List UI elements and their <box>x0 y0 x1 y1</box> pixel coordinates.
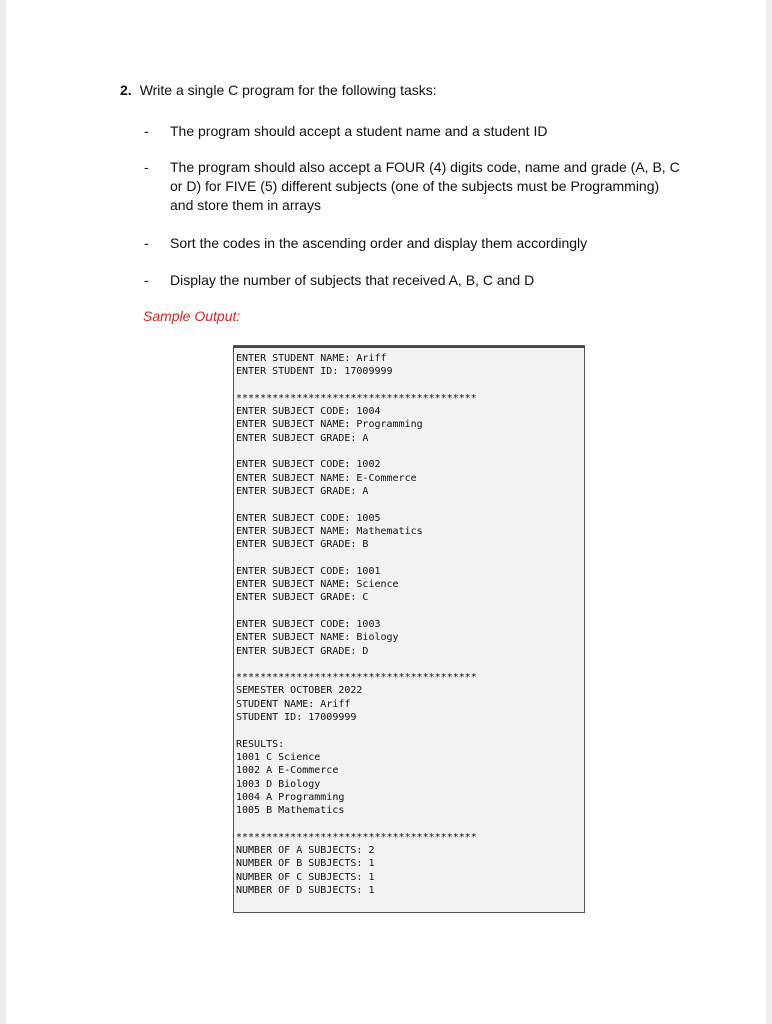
console-line: ENTER SUBJECT NAME: Biology <box>236 632 399 644</box>
console-line: ENTER SUBJECT CODE: 1002 <box>236 459 381 471</box>
console-line: **************************************** <box>236 392 477 404</box>
console-line: ENTER STUDENT NAME: Ariff <box>236 353 387 364</box>
console-text <box>236 352 582 897</box>
console-line: ENTER SUBJECT GRADE: A <box>236 432 369 444</box>
console-top-border <box>234 346 584 348</box>
console-line: 1001 C Science <box>236 751 321 763</box>
console-line: NUMBER OF D SUBJECTS: 1 <box>236 884 375 896</box>
console-line: ENTER SUBJECT GRADE: B <box>236 539 369 551</box>
console-line: ENTER SUBJECT CODE: 1003 <box>236 618 381 630</box>
console-line: NUMBER OF B SUBJECTS: 1 <box>236 858 375 870</box>
console-line: ENTER SUBJECT GRADE: C <box>236 592 369 604</box>
document-page <box>6 0 766 1024</box>
console-line: **************************************** <box>236 831 477 843</box>
bullet-dash: - <box>144 159 149 175</box>
console-line: ENTER STUDENT ID: 17009999 <box>236 366 393 378</box>
console-line: NUMBER OF A SUBJECTS: 2 <box>236 844 375 856</box>
console-line: ENTER SUBJECT CODE: 1001 <box>236 565 381 577</box>
console-line: ENTER SUBJECT GRADE: A <box>236 485 369 497</box>
bullet-dash: - <box>144 123 149 139</box>
question-text: Write a single C program for the following tasks: <box>139 82 437 98</box>
console-line: ENTER SUBJECT CODE: 1004 <box>236 406 381 418</box>
question-heading <box>120 82 437 98</box>
console-line: ENTER SUBJECT NAME: Programming <box>236 419 423 431</box>
console-line: SEMESTER OCTOBER 2022 <box>236 685 363 697</box>
console-line: ENTER SUBJECT NAME: E-Commerce <box>236 472 417 484</box>
bullet-dash: - <box>144 272 149 288</box>
bullet-text: The program should accept a student name and a student ID <box>170 123 548 139</box>
console-line: ENTER SUBJECT CODE: 1005 <box>236 512 381 524</box>
question-number: 2. <box>120 82 132 98</box>
console-line: STUDENT ID: 17009999 <box>236 712 357 724</box>
console-line: **************************************** <box>236 672 477 684</box>
console-line: 1002 A E-Commerce <box>236 765 339 777</box>
sample-output-label: Sample Output: <box>143 308 241 324</box>
console-line: RESULTS: <box>236 738 285 750</box>
console-line: NUMBER OF C SUBJECTS: 1 <box>236 871 375 883</box>
console-line: ENTER SUBJECT GRADE: D <box>236 645 369 657</box>
console-line: ENTER SUBJECT NAME: Mathematics <box>236 525 423 537</box>
console-line: 1003 D Biology <box>236 778 321 790</box>
console-line: STUDENT NAME: Ariff <box>236 698 351 710</box>
console-output-box <box>233 345 585 913</box>
console-line: ENTER SUBJECT NAME: Science <box>236 579 399 591</box>
bullet-dash: - <box>144 235 149 251</box>
console-line: 1004 A Programming <box>236 791 345 803</box>
bullet-text: Display the number of subjects that received A, B, C and D <box>170 272 535 288</box>
bullet-text: The program should also accept a FOUR (4) digits code, name and grade (A, B, C or D) for FIVE (5) different subjects (one of the subjects must be Programming) and store them in arrays <box>170 159 680 213</box>
console-line: 1005 B Mathematics <box>236 805 345 817</box>
bullet-text: Sort the codes in the ascending order and display them accordingly <box>170 235 588 251</box>
